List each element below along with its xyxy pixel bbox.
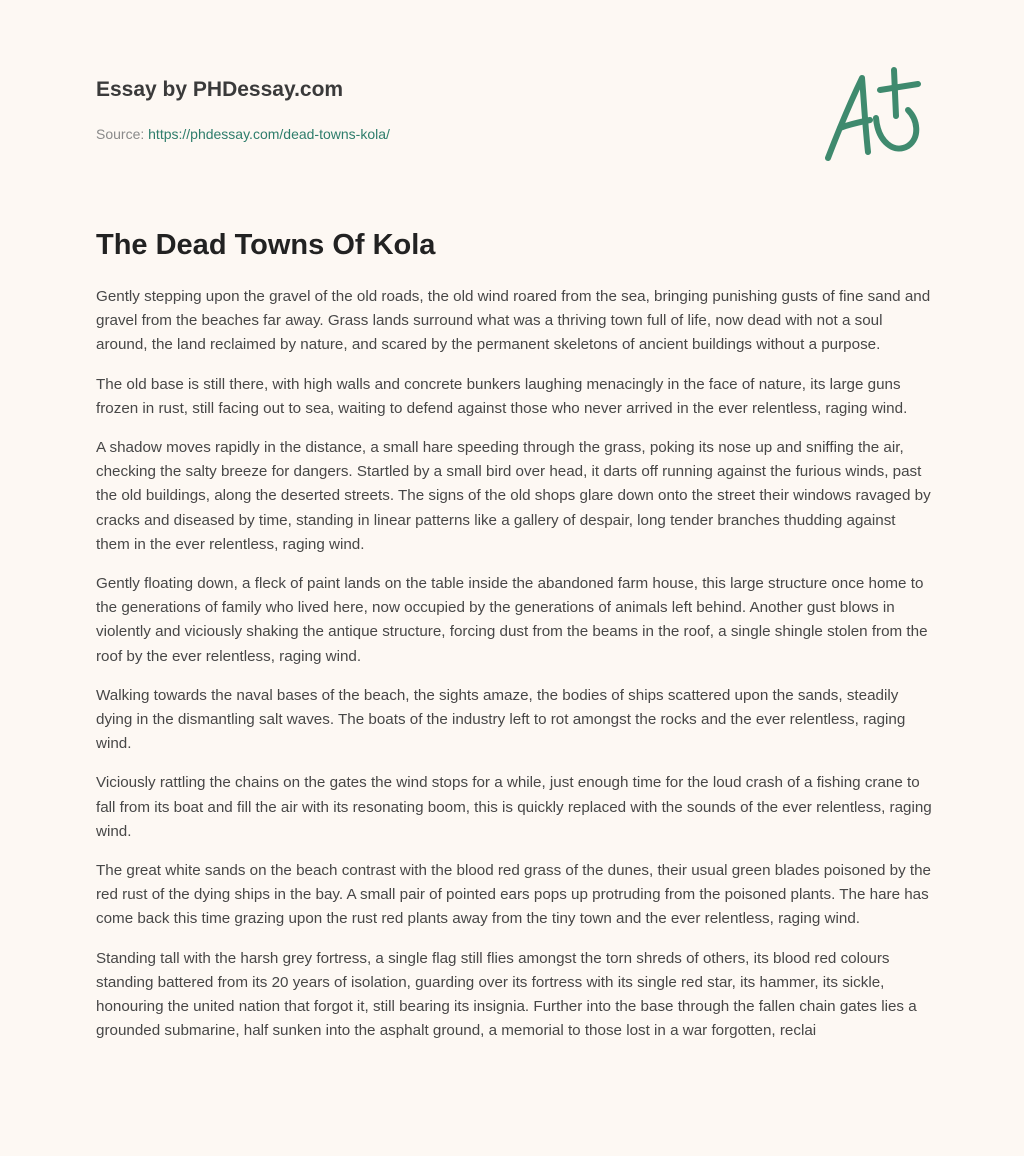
essay-body xyxy=(96,285,932,1058)
a-plus-logo-icon xyxy=(818,62,934,170)
essay-paragraph: Gently floating down, a fleck of paint lands on the table inside the abandoned farm house, this large structure once home to the generations of family who lived here, now occupied by the generations of animals left behind. Another gust blows in violently and viciously shaking the antique structure, forcing dust from the beams in the roof, a single shingle stolen from the roof by the ever relentless, raging wind. xyxy=(96,575,928,665)
page-header xyxy=(96,76,928,144)
essay-paragraph: Gently stepping upon the gravel of the old roads, the old wind roared from the sea, bringing punishing gusts of fine sand and gravel from the beaches far away. Grass lands surround what was a thriving town full of life, now dead with not a soul around, the land reclaimed by nature, and scared by the permanent skeletons of ancient buildings without a purpose. xyxy=(96,288,931,354)
essay-paragraph: The old base is still there, with high walls and concrete bunkers laughing menacingly in the face of nature, its large guns frozen in rust, still facing out to sea, waiting to defend against those who never arrived in the ever relentless, raging wind. xyxy=(96,375,908,417)
site-title: Essay by PHDessay.com xyxy=(96,78,344,101)
essay-title: The Dead Towns Of Kola xyxy=(96,229,436,261)
source-link[interactable]: https://phdessay.com/dead-towns-kola/ xyxy=(148,126,390,142)
essay-paragraph: Viciously rattling the chains on the gates the wind stops for a while, just enough time for the loud crash of a fishing crane to fall from its boat and fill the air with its resonating boom, this is quickly replaced with the sounds of the ever relentless, raging wind. xyxy=(96,774,932,840)
essay-paragraph: The great white sands on the beach contrast with the blood red grass of the dunes, their usual green blades poisoned by the red rust of the dying ships in the bay. A small pair of pointed ears pops up protruding from the poisoned plants. The hare has come back this time grazing upon the rust red plants away from the tiny town and the ever relentless, raging wind. xyxy=(96,862,932,928)
essay-paragraph: A shadow moves rapidly in the distance, a small hare speeding through the grass, poking its nose up and sniffing the air, checking the salty breeze for dangers. Startled by a small bird over head, it darts off running against the furious winds, past the old buildings, along the deserted streets. The signs of the old shops glare down onto the street their windows ravaged by cracks and diseased by time, standing in linear patterns like a gallery of despair, long tender branches thudding against them in the ever relentless, raging wind. xyxy=(96,439,931,553)
essay-paragraph: Standing tall with the harsh grey fortress, a single flag still flies amongst the torn shreds of others, its blood red colours standing battered from its 20 years of isolation, guarding over its fortress with its single red star, its hammer, its sickle, honouring the united nation that forgot it, still bearing its insignia. Further into the base through the fallen chain gates lies a grounded submarine, half sunken into the asphalt ground, a memorial to those lost in a war forgotten, reclai xyxy=(96,949,917,1040)
source-label: Source: xyxy=(96,126,145,142)
essay-paragraph: Walking towards the naval bases of the beach, the sights amaze, the bodies of ships scattered upon the sands, steadily dying in the dismantling salt waves. The boats of the industry left to rot amongst the rocks and the ever relentless, raging wind. xyxy=(96,686,906,753)
source-line xyxy=(96,124,928,144)
